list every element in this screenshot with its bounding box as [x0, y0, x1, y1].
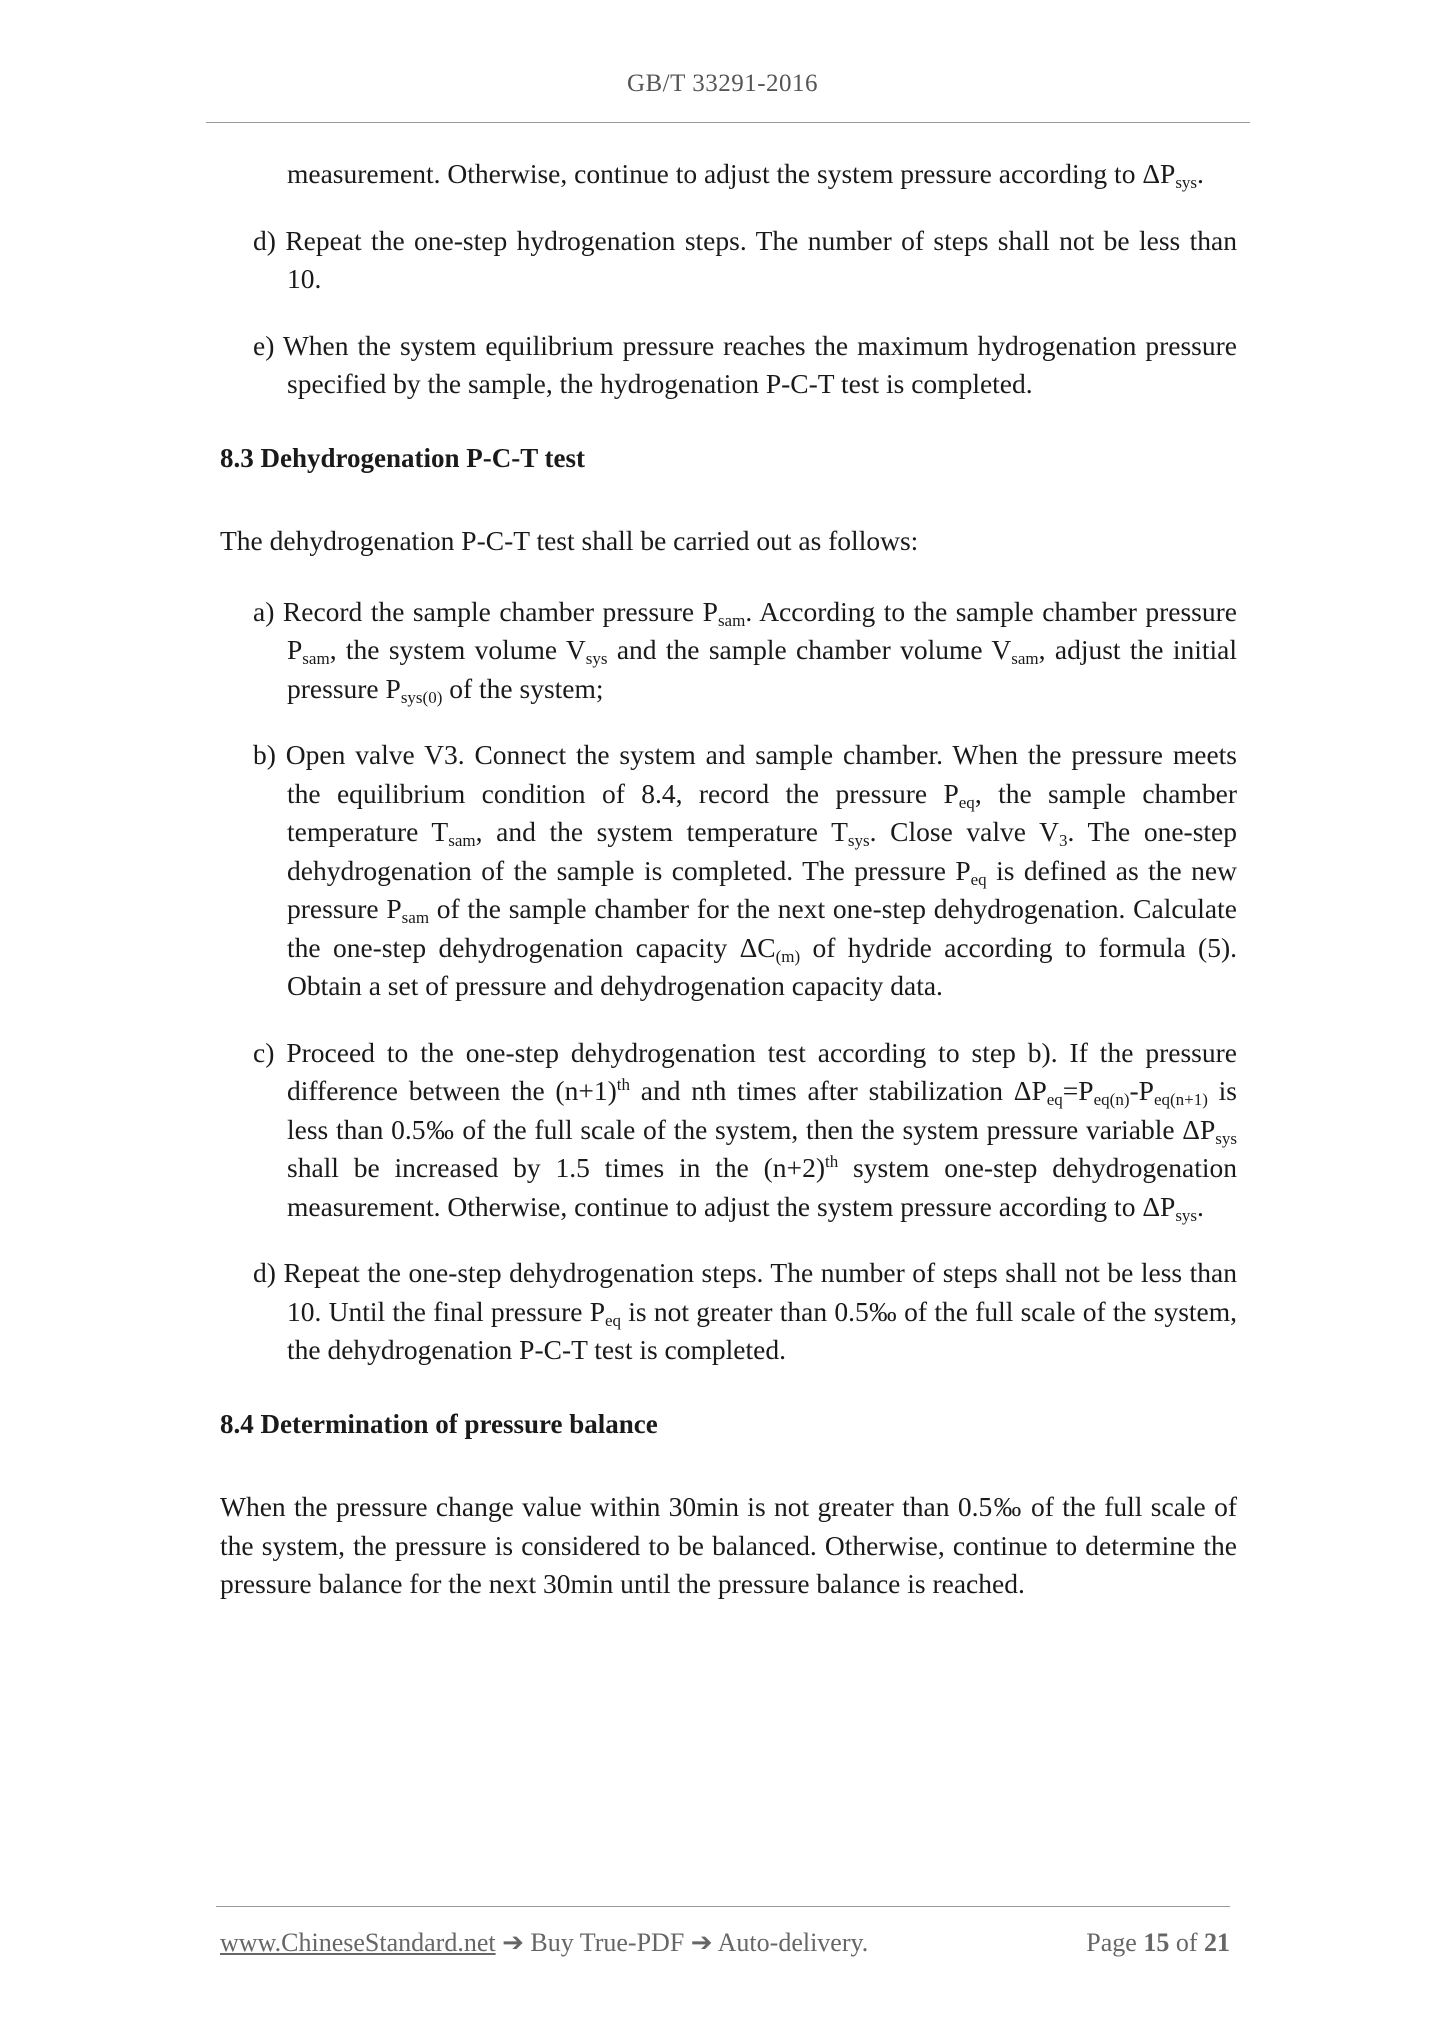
page-header: GB/T 33291-2016 — [626, 70, 819, 97]
section-8-4-text: When the pressure change value within 30min is not greater than 0.5‰ of the full scale of the system, the pressure is considered to be balanced. Otherwise, continue to determine the pressure balance for the next 30min until the pressure balance is reached. — [220, 1491, 1237, 1599]
header-divider — [206, 122, 1250, 123]
arrow-icon: ➔ — [495, 1928, 531, 1957]
document-body — [220, 155, 1237, 1636]
list-item-a: a) Record the sample chamber pressure $P_{sam}$. According to the sample chamber pressure $P_{sam}$, the system volume $V_{sys}$ and the sample chamber volume $V_{sam}$, adjust the initial pressure $P_{sys(0)}$ of the system; — [253, 595, 1237, 707]
list-item-e: e) When the system equilibrium pressure reaches the maximum hydrogenation pressure specified by the sample, the hydrogenation P-C-T test is completed. — [253, 329, 1237, 399]
list-item-d: d) Repeat the one-step hydrogenation steps. The number of steps shall not be less than 10. — [253, 224, 1237, 294]
footer-divider — [216, 1906, 1230, 1907]
website-link[interactable]: www.ChineseStandard.net — [220, 1928, 496, 1957]
list-item-c: c) Proceed to the one-step dehydrogenation test according to step b). If the pressure difference between the $(n+1)^{th}$ and nth times after stabilization $\Delta P_{eq}=P_{eq(n)}-P_{eq(n+1)}$ is less than 0.5‰ of the full scale of the system, then the system pressure variable $\Delta P_{sys}$ shall be increased by 1.5 times in the $(n+2)^{th}$ system one-step dehydrogenation measurement. Otherwise, continue to adjust the system pressure according to $\Delta P_{sys}$. — [253, 1036, 1238, 1225]
arrow-icon: ➔ — [684, 1928, 718, 1957]
section-heading-8-3: 8.3 Dehydrogenation P-C-T test — [220, 442, 585, 473]
list-item-b: b) Open valve V3. Connect the system and sample chamber. When the pressure meets the equilibrium condition of 8.4, record the pressure $P_{eq}$, the sample chamber temperature $T_{sam}$, and the system temperature $T_{sys}$. Close valve $V_3$. The one-step dehydrogenation of the sample is completed. The pressure $P_{eq}$ is defined as the new pressure $P_{sam}$ of the sample chamber for the next one-step dehydrogenation. Calculate the one-step dehydrogenation capacity $\Delta C_{(m)}$ of hydride according to formula (5). Obtain a set of pressure and dehydrogenation capacity data. — [253, 739, 1237, 1001]
delivery-text: Auto-delivery. — [717, 1928, 869, 1957]
page-number: Page 15 of 21 — [1086, 1928, 1230, 1957]
buy-text: Buy True-PDF — [530, 1928, 685, 1957]
list-item-d-dehydrogenation: d) Repeat the one-step dehydrogenation steps. The number of steps shall not be less than 10. Until the final pressure $P_{eq}$ is not greater than 0.5‰ of the full scale of the system, the dehydrogenation P-C-T test is completed. — [253, 1257, 1238, 1365]
footer-left — [220, 1928, 868, 1958]
list-item-c-continued: measurement. Otherwise, continue to adjust the system pressure according to $\Delta P_{sys}$. — [287, 158, 1204, 192]
section-intro: The dehydrogenation P-C-T test shall be carried out as follows: — [220, 525, 919, 556]
section-heading-8-4: 8.4 Determination of pressure balance — [220, 1408, 658, 1439]
